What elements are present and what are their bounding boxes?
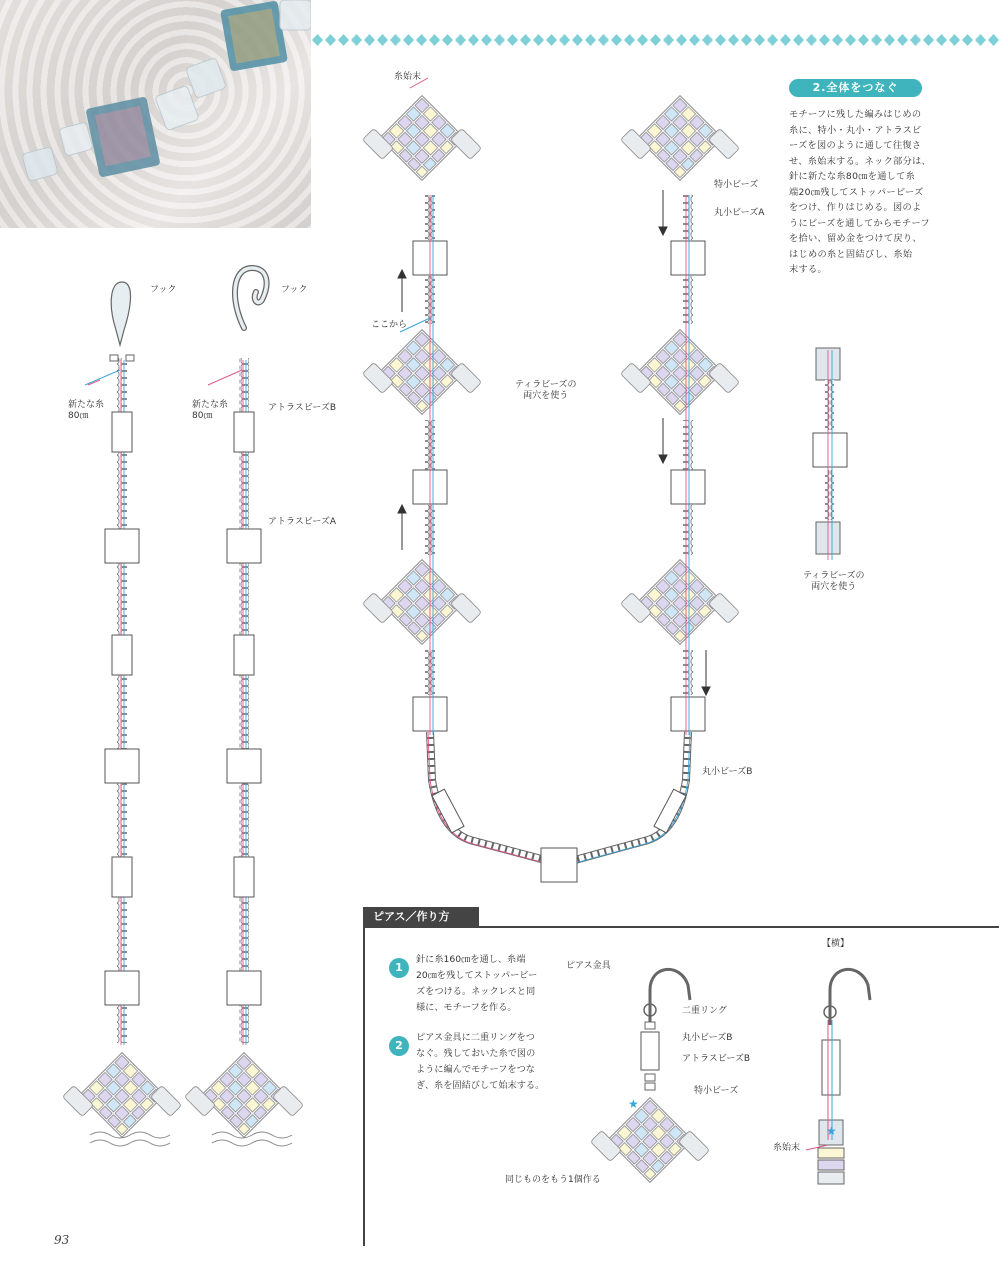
necklace-photo [0,0,311,228]
tokusho-label: 特小ビーズ [694,1086,739,1096]
tila-detail [813,348,847,560]
step-text: ピアス金具に二重リングをつ なぐ。残しておいた糸で図の ように編んでモチーフをつな ぎ、糸を固結びして始末する。 [416,1032,545,1091]
make-another-label: 同じものをもう1個作る [505,1175,601,1185]
pierce-title: ピアス／作り方 [363,907,479,927]
pierce-hook-label: ピアス金具 [566,961,611,971]
page-number: 93 [54,1233,70,1247]
atlas-b-label: アトラスビーズB [268,403,337,413]
section-heading: 2.全体をつなぐ [789,79,922,97]
main-necklace [362,78,739,882]
hook-label: フック [150,285,177,295]
thread-end-label: 糸始末 [773,1143,801,1153]
new-thread-label: 新たな糸 80㎝ [192,400,229,421]
tokusho-label: 特小ビーズ [714,180,759,190]
thread-end-label: 糸始末 [394,72,422,82]
double-ring-label: 二重リング [682,1006,727,1016]
step-text: 針に糸160㎝を通し、糸端 20㎝を残してストッパービー ズをつける。ネックレスと同 様に、モチーフを作る。 [416,954,538,1013]
tila-both-holes-label: ティラビーズの 両穴を使う [515,380,577,401]
hook-label: フック [281,285,308,295]
here-from-label: ここから [371,320,408,330]
side-view-label: 【横】 [822,939,850,949]
step-number: 2 [389,1036,409,1056]
tila-both-holes-label-2: ティラビーズの 両穴を使う [803,571,865,592]
maru-b-label: 丸小ビーズB [682,1033,733,1043]
svg-text:★: ★ [826,1124,837,1138]
step-number: 1 [389,958,409,978]
new-thread-label: 新たな糸 80㎝ [68,400,105,421]
svg-text:★: ★ [628,1097,639,1111]
atlas-a-label: アトラスビーズA [268,517,337,527]
maru-b-label: 丸小ビーズB [702,767,753,777]
maru-a-label: 丸小ビーズA [714,208,765,218]
section-instructions: モチーフに残した編みはじめの 糸に、特小・丸小・アトラスビ ーズを図のように通して往復さ せ、糸始末する。ネック部分は、 針に新たな糸80㎝を通して糸 端20㎝残してストッパービーズ をつけ、作りはじめる。図のよ うにビーズを通してからモチーフ を拾い、留め金をつけて戻り、 はじめの糸と固結びし、糸始 末する。 [789,109,932,275]
atlas-b-label: アトラスビーズB [682,1054,751,1064]
